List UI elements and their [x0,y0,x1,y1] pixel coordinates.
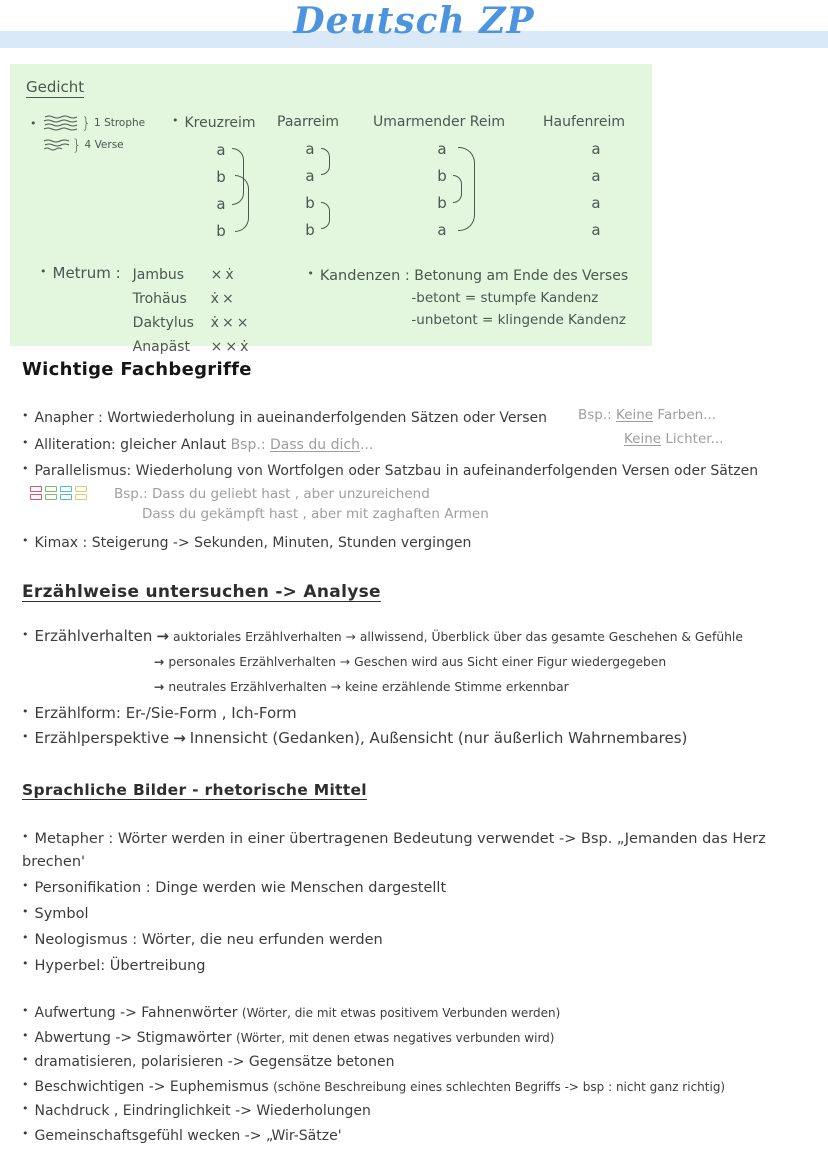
kandenzen-block [307,263,628,359]
rhyme-letter: a [437,140,447,158]
metrum-name: Trohäus [132,291,187,307]
rhyme-scheme-haufenreim [543,114,658,245]
rhyme-letter: b [305,194,315,212]
arrow-icon: → [156,627,169,645]
bullet: • [22,409,29,422]
hyperbel-definition: Übertreibung [109,958,206,974]
verhalten-desc: keine erzählende Stimme erkennbar [344,680,569,694]
metrum-name: Jambus [132,267,185,283]
strophe-label: 1 Strophe [94,117,146,129]
rhyme-arc [321,202,330,229]
personifikation-term: Personifikation : [34,880,151,896]
wirkung-main: Gemeinschaftsgefühl wecken -> „Wir-Sätze' [34,1127,342,1144]
erzaehlperspektive-term: Erzählperspektive [34,729,170,747]
bullet: • [22,462,29,475]
neologismus-line [22,926,820,952]
bullet: • [40,265,47,278]
rhyme-name [543,114,658,130]
parallelismus-line [22,457,820,484]
alliteration-bsp-label: Bsp.: [230,436,266,453]
erzaehlweise-heading: Erzählweise untersuchen -> Analyse [22,582,381,602]
rhyme-letter: a [591,194,601,212]
erzaehlperspektive-line [22,725,820,750]
erzaehlweise-section [22,582,820,750]
bullet: • [22,957,29,970]
bullet: • [22,905,29,918]
alliteration-definition: gleicher Anlaut [120,436,227,453]
bullet: • [22,830,29,843]
erzaehlverhalten-row [150,675,820,700]
rhyme-label: Haufenreim [543,114,625,130]
anapher-example-2 [624,428,723,452]
symbol-term: Symbol [34,906,89,922]
alliteration-bsp-example: Dass du dich [269,436,360,453]
metrum-name: Anapäst [132,339,190,355]
rhyme-schemes-row [26,114,636,245]
bullet: • [22,879,29,892]
erzaehlperspektive-text: Innensicht (Gedanken), Außensicht (nur äußerlich Wahrnembares) [189,729,688,747]
klimax-term: Kimax : [34,534,88,551]
anapher-example-1 [578,404,723,428]
klimax-line [22,529,820,556]
hyperbel-line [22,952,820,978]
rhetorik-heading: Sprachliche Bilder - rhetorische Mittel [22,781,367,799]
wirkung-main: Abwertung -> Stigmawörter [34,1029,232,1046]
bullet: • [22,1102,29,1115]
metrum-kandenzen-row [26,263,636,359]
metrum-name: Daktylus [132,315,194,331]
arrow-icon: → [173,729,186,747]
metapher-term: Metapher : [34,831,114,847]
klimax-definition: Steigerung -> Sekunden, Minuten, Stunden vergingen [91,534,472,551]
rhyme-label: Paarreim [277,114,340,130]
neologismus-definition: Wörter, die neu erfunden werden [141,932,383,948]
wirkung-note: (Wörter, die mit etwas positivem Verbunden werden) [241,1006,561,1020]
bullet: • [22,1028,29,1042]
rhyme-pattern [299,136,373,244]
anapher-definition: Wortwiederholung in aueinanderfolgenden Sätzen oder Versen [107,410,547,426]
rhyme-pattern [431,136,543,244]
bullet: • [22,1004,29,1017]
fachbegriffe-list [22,404,820,555]
metrum-row [133,335,252,359]
alliteration-term: Alliteration: [34,436,116,453]
dramatisieren-line [22,1049,820,1074]
verse-lines-icon [43,139,71,152]
metrum-row [133,287,252,311]
erzaehlweise-body [22,622,820,750]
wirkung-note: (Wörter, mit denen etwas negatives verbunden wird) [236,1030,555,1045]
parallelismus-definition: Wiederholung von Wortfolgen oder Satzbau in aufeinanderfolgenden Versen oder Sätzen [135,463,759,479]
alliteration-bsp-rest: ... [359,436,374,453]
rhyme-name [172,114,277,131]
rhyme-arc [321,148,330,175]
rhyme-pattern [210,137,277,245]
bullet: • [22,533,29,547]
wirkung-note: (schöne Beschreibung eines schlechten Begriffs -> bsp : nicht ganz richtig) [273,1079,726,1094]
bsp-label: Bsp.: [114,485,148,502]
hyperbel-term: Hyperbel: [34,958,106,974]
rhyme-scheme-umarmender-reim [373,114,543,245]
rhyme-label: Umarmender Reim [373,114,506,130]
rhyme-letter: b [216,168,226,186]
symbol-line [22,900,820,926]
rhyme-letter: a [305,140,315,158]
rhyme-name [277,114,373,130]
metrum-pattern: ××ẋ [210,339,252,355]
arrow-icon: → [330,680,342,694]
arrow-icon: → [154,680,165,694]
verhalten-desc: Geschen wird aus Sicht einer Figur wiedergegeben [354,655,667,669]
strophe-line [30,114,172,132]
bullet: • [22,1126,29,1140]
kandenzen-definition [307,263,628,287]
rhyme-letter: a [437,221,447,239]
example-word: Keine [624,430,662,447]
wirkung-list [22,1000,820,1147]
verse-label: 4 Verse [84,139,124,151]
anapher-examples [578,404,723,451]
wirkung-main: Aufwertung -> Fahnenwörter [34,1005,238,1021]
verhalten-name: personales Erzählverhalten [168,655,336,669]
bullet: • [22,730,29,743]
kandenzen-label: Kandenzen : [319,268,410,284]
bsp-label: Bsp.: [578,407,612,423]
bullet: • [307,267,314,280]
bullet: • [22,628,29,641]
rhyme-letter: a [305,167,315,185]
metapher-line [22,825,820,874]
kandenzen-text: Betonung am Ende des Verses [414,268,629,284]
parallelism-boxes-icon [30,486,88,501]
rhyme-letter: a [216,141,226,159]
rhyme-arc [235,175,249,232]
strophe-lines-icon [43,115,81,132]
rhyme-letter: b [305,221,315,239]
verhalten-name: auktoriales Erzählverhalten [172,630,342,644]
rhyme-pattern [585,136,658,244]
bullet: • [22,1077,29,1091]
page-title: Deutsch ZP [293,0,535,42]
metrum-pattern: ẋ× [210,291,237,307]
rhyme-letter: b [437,194,447,212]
metrum-block [40,263,251,359]
erzaehlverhalten-line [22,622,820,650]
parallelismus-example-row [30,486,820,502]
erzaehlform-term: Erzählform: [34,704,121,722]
rhyme-scheme-kreuzreim [172,114,277,245]
bullet: • [172,114,179,127]
bullet: • [30,116,37,130]
arrow-icon: → [154,655,165,669]
arrow-icon: → [345,630,356,644]
erzaehlverhalten-term: Erzählverhalten [34,627,153,645]
rhyme-scheme-paarreim [277,114,373,245]
erzaehlform-line [22,700,820,725]
erzaehlverhalten-row [150,650,820,675]
metrum-label: Metrum : [52,264,121,282]
rhetorik-section [22,780,820,1147]
wirkung-main: Nachdruck , Eindringlichkeit -> Wiederholungen [34,1103,371,1119]
erzaehlform-text: Er-/Sie-Form , Ich-Form [125,704,297,722]
metrum-rows [133,263,252,359]
metapher-definition: Wörter werden in einer übertragenen Bedeutung verwendet -> Bsp. „Jemanden das Herz brechen' [22,831,766,870]
rhetorik-list [22,825,820,978]
verhalten-name: neutrales Erzählverhalten [168,680,327,694]
rhyme-label: Kreuzreim [184,115,256,131]
rhyme-letter: b [216,222,226,240]
gedicht-heading: Gedicht [26,78,85,96]
beschwichtigen-line [22,1074,820,1099]
arrow-icon: → [339,655,351,669]
metrum-row [133,311,252,335]
parallelismus-bsp-2: Dass du gekämpft hast , aber mit zaghaften Armen [142,505,489,522]
gedicht-box [10,64,652,355]
metrum-pattern: ×ẋ [210,267,237,283]
abwertung-line [22,1025,820,1050]
brace: } [72,136,82,154]
verse-line [43,136,172,154]
brace: } [81,114,92,132]
wirkung-main: dramatisieren, polarisieren -> Gegensätze betonen [34,1054,395,1070]
bullet: • [22,435,29,449]
rhyme-letter: b [437,167,447,185]
metrum-row [133,263,252,287]
personifikation-line [22,874,820,900]
rhyme-name [373,114,543,130]
strophe-verse-note [26,114,172,245]
parallelismus-term: Parallelismus: [34,463,132,479]
personifikation-definition: Dinge werden wie Menschen dargestellt [155,880,447,896]
aufwertung-line [22,1000,820,1025]
rhyme-letter: a [591,140,601,158]
bullet: • [22,931,29,944]
rhyme-letter: a [591,167,601,185]
parallelismus-bsp-1 [114,486,430,502]
metrum-pattern: ẋ×× [210,315,252,331]
rhyme-letter: a [591,221,601,239]
bsp-text: Dass du geliebt hast , aber unzureichend [152,485,430,502]
verhalten-desc: allwissend, Überblick über das gesamte Geschehen & Gefühle [359,630,743,644]
rhyme-letter: a [216,195,226,213]
gemeinschaftsgefuehl-line [22,1123,820,1148]
kandenz-unbetont: -unbetont = klingende Kandenz [411,312,627,328]
anapher-term: Anapher : [34,410,103,426]
neologismus-term: Neologismus : [34,932,138,948]
kandenz-betont: -betont = stumpfe Kandenz [411,290,599,306]
anapher-alliteration-block [22,404,820,457]
rhyme-columns [172,114,658,245]
example-rest: Lichter... [665,430,724,447]
bullet: • [22,1053,29,1066]
example-word: Keine [616,407,654,423]
example-rest: Farben... [657,407,717,423]
fachbegriffe-heading: Wichtige Fachbegriffe [22,359,252,380]
notes-content [22,359,820,1147]
nachdruck-line [22,1098,820,1123]
bullet: • [22,705,29,718]
wirkung-main: Beschwichtigen -> Euphemismus [34,1078,269,1095]
